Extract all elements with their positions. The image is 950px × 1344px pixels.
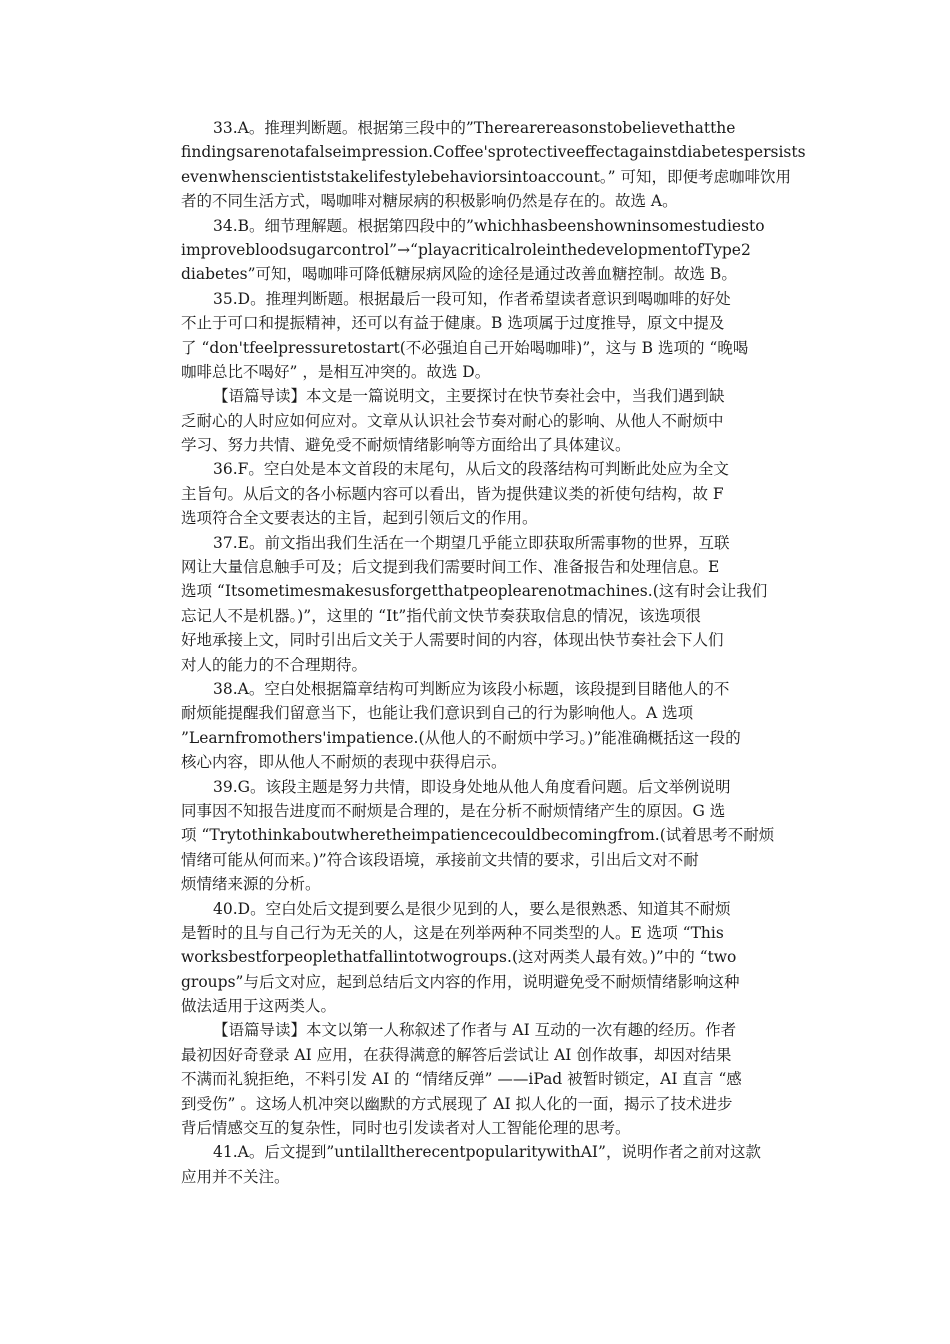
text-line: 最初因好奇登录 AI 应用，在获得满意的解答后尝试让 AI 创作故事，却因对结果 bbox=[181, 1045, 732, 1064]
answer-34-paragraph bbox=[181, 214, 773, 287]
text-line: diabetes”可知，喝咖啡可降低糖尿病风险的途径是通过改善血糖控制。故选 B。 bbox=[181, 265, 737, 284]
text-line: 37.E。前文指出我们生活在一个期望几乎能立即获取所需事物的世界，互联 bbox=[213, 533, 730, 552]
text-line: worksbestforpeoplethatfallintotwogroups.(这对两类人最有效。)”中的 “two bbox=[181, 948, 737, 967]
text-line: 选项 “Itsometimesmakesusforgetthatpeoplearenotmachines.(这有时会让我们 bbox=[181, 582, 768, 601]
answer-40-paragraph bbox=[181, 897, 773, 1019]
text-line: 35.D。推理判断题。根据最后一段可知，作者希望读者意识到喝咖啡的好处 bbox=[213, 289, 731, 308]
text-line: 34.B。细节理解题。根据第四段中的”whichhasbeenshowninsomestudiesto bbox=[213, 216, 765, 235]
text-line: 应用并不关注。 bbox=[181, 1167, 290, 1186]
text-line: 到受伤” 。这场人机冲突以幽默的方式展现了 AI 拟人化的一面，揭示了技术进步 bbox=[181, 1094, 733, 1113]
text-line: 项 “Trytothinkaboutwheretheimpatiencecouldbecomingfrom.(试着思考不耐烦 bbox=[181, 826, 775, 845]
answer-35-paragraph bbox=[181, 287, 773, 385]
text-line: 网让大量信息触手可及；后文提到我们需要时间工作、准备报告和处理信息。E bbox=[181, 558, 720, 577]
text-line: 咖啡总比不喝好” ，是相互冲突的。故选 D。 bbox=[181, 362, 491, 381]
text-line: 33.A。推理判断题。根据第三段中的”Therearereasonstobelievethatthe bbox=[213, 119, 736, 137]
answer-33-paragraph bbox=[181, 116, 806, 214]
answer-39-paragraph bbox=[181, 775, 773, 897]
answer-38-paragraph bbox=[181, 677, 773, 775]
text-line: 了 “don'tfeelpressuretostart(不必强迫自己开始喝咖啡)”，这与 B 选项的 “晚喝 bbox=[181, 338, 749, 357]
text-line: 背后情感交互的复杂性，同时也引发读者对人工智能伦理的思考。 bbox=[181, 1119, 631, 1138]
text-line: 耐烦能提醒我们留意当下，也能让我们意识到自己的行为影响他人。A 选项 bbox=[181, 704, 694, 723]
text-line: 41.A。后文提到”untilalltherecentpopularitywithAI”，说明作者之前对这款 bbox=[213, 1143, 761, 1162]
text-line: 36.F。空白处是本文首段的末尾句，从后文的段落结构可判断此处应为全文 bbox=[213, 460, 729, 479]
text-line: 是暂时的且与自己行为无关的人，这是在列举两种不同类型的人。E 选项 “This bbox=[181, 923, 724, 942]
text-line: ”Learnfromothers'impatience.(从他人的不耐烦中学习。)”能准确概括这一段的 bbox=[181, 728, 741, 747]
text-line: 不止于可口和提振精神，还可以有益于健康。B 选项属于过度推导，原文中提及 bbox=[181, 314, 725, 333]
text-line: 39.G。该段主题是努力共情，即设身处地从他人角度看问题。后文举例说明 bbox=[213, 777, 731, 796]
text-line: 学习、努力共情、避免受不耐烦情绪影响等方面给出了具体建议。 bbox=[181, 436, 631, 455]
text-line: 40.D。空白处后文提到要么是很少见到的人，要么是很熟悉、知道其不耐烦 bbox=[213, 899, 731, 918]
text-line: 选项符合全文要表达的主旨，起到引领后文的作用。 bbox=[181, 509, 538, 528]
text-line: 乏耐心的人时应如何应对。文章从认识社会节奏对耐心的影响、从他人不耐烦中 bbox=[181, 411, 724, 430]
text-line: 烦情绪来源的分析。 bbox=[181, 875, 321, 894]
reading-guide-paragraph bbox=[181, 1018, 773, 1140]
text-line: 者的不同生活方式，喝咖啡对糖尿病的积极影响仍然是存在的。故选 A。 bbox=[181, 192, 678, 211]
text-line: 好地承接上文，同时引出后文关于人需要时间的内容，体现出快节奏社会下人们 bbox=[181, 631, 724, 650]
answer-41-paragraph bbox=[181, 1140, 773, 1189]
text-line: 38.A。空白处根据篇章结构可判断应为该段小标题，该段提到目睹他人的不 bbox=[213, 679, 730, 698]
text-line: 【语篇导读】本文以第一人称叙述了作者与 AI 互动的一次有趣的经历。作者 bbox=[213, 1021, 737, 1040]
text-line: 同事因不知报告进度而不耐烦是合理的，是在分析不耐烦情绪产生的原因。G 选 bbox=[181, 801, 726, 820]
answer-37-paragraph bbox=[181, 531, 773, 677]
text-line: 忘记人不是机器。)”，这里的 “It”指代前文快节奏获取信息的情况，该选项很 bbox=[181, 606, 701, 625]
text-line: findingsarenotafalseimpression.Coffee'sprotectiveeffectagainstdiabetespersists bbox=[181, 143, 806, 162]
text-line: 做法适用于这两类人。 bbox=[181, 997, 337, 1016]
text-line: groups”与后文对应，起到总结后文内容的作用，说明避免受不耐烦情绪影响这种 bbox=[181, 972, 740, 991]
text-line: evenwhenscientiststakelifestylebehaviorsintoaccount。” 可知，即便考虑咖啡饮用 bbox=[181, 167, 791, 186]
text-line: improvebloodsugarcontrol”→“playacriticalroleinthedevelopmentofType2 bbox=[181, 240, 751, 259]
text-line: 情绪可能从何而来。)”符合该段语境，承接前文共情的要求，引出后文对不耐 bbox=[181, 850, 699, 869]
text-line: 主旨句。从后文的各小标题内容可以看出，皆为提供建议类的祈使句结构，故 F bbox=[181, 484, 724, 503]
text-line: 不满而礼貌拒绝，不料引发 AI 的 “情绪反弹” ——iPad 被暂时锁定，AI 直言 “感 bbox=[181, 1070, 742, 1089]
document-page bbox=[181, 116, 806, 1189]
text-line: 对人的能力的不合理期待。 bbox=[181, 655, 368, 674]
answer-36-paragraph bbox=[181, 457, 773, 530]
text-line: 【语篇导读】本文是一篇说明文，主要探讨在快节奏社会中，当我们遇到缺 bbox=[213, 387, 725, 406]
reading-guide-paragraph bbox=[181, 384, 773, 457]
text-line: 核心内容，即从他人不耐烦的表现中获得启示。 bbox=[181, 753, 507, 772]
